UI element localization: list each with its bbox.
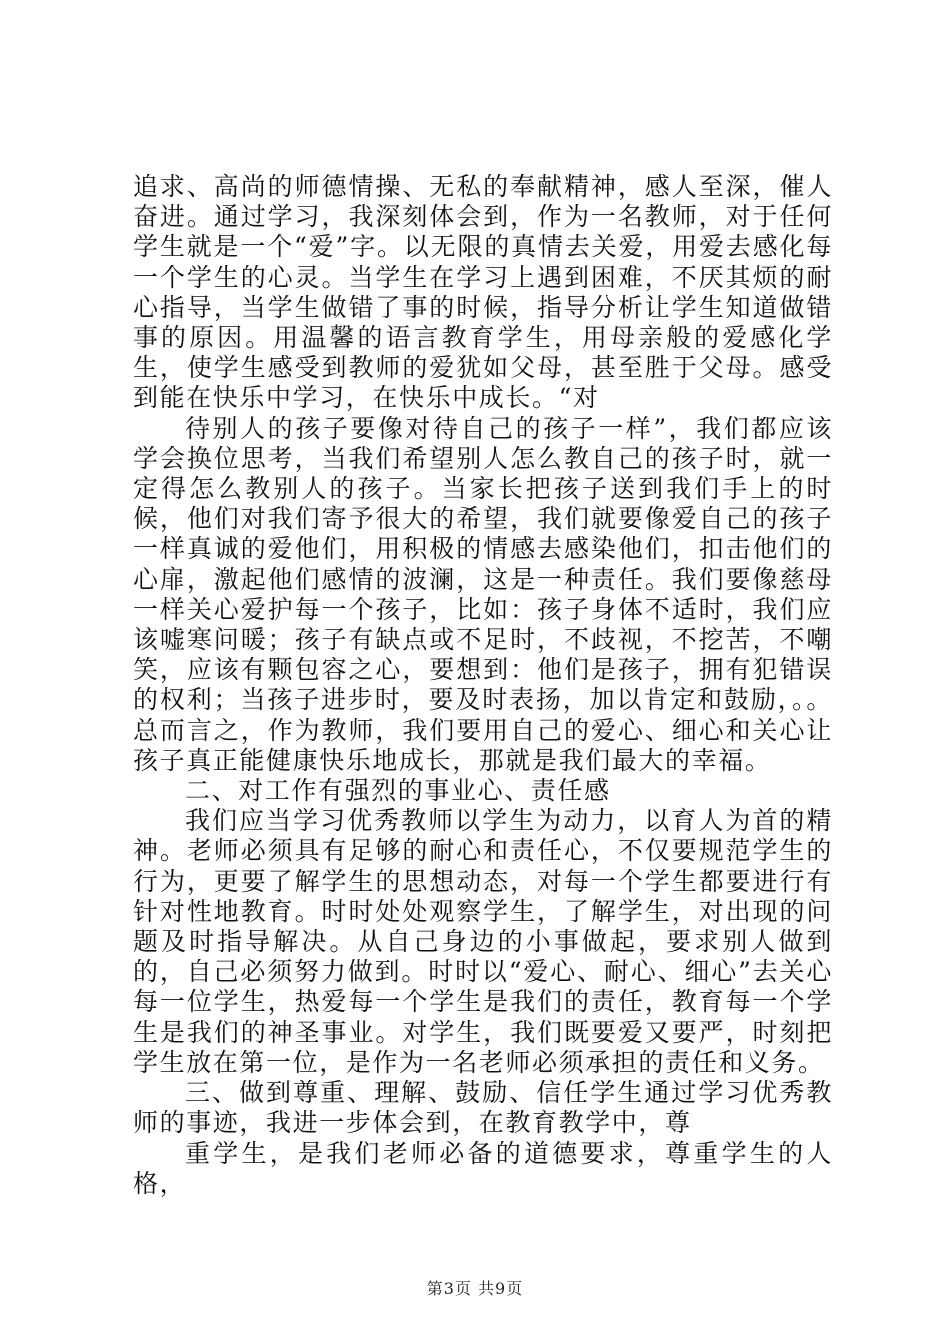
- paragraph-5: 三、做到尊重、理解、鼓励、信任学生通过学习优秀教师的事迹，我进一步体会到，在教育教学中，尊: [133, 1078, 833, 1138]
- section-heading-2: 二、对工作有强烈的事业心、责任感: [185, 776, 611, 806]
- document-body: [133, 172, 833, 1199]
- paragraph-2: 待别人的孩子要像对待自己的孩子一样”，我们都应该学会换位思考，当我们希望别人怎么教自己的孩子时，就一定得怎么教别人的孩子。当家长把孩子送到我们手上的时候，他们对我们寄予很大的希望，我们就要像爱自己的孩子一样真诚的爱他们，用积极的情感去感染他们，扣击他们的心扉，激起他们感情的波澜，这是一种责任。我们要像慈母一样关心爱护每一个孩子，比如：孩子身体不适时，我们应该嘘寒问暖；孩子有缺点或不足时，不歧视，不挖苦，不嘲笑，应该有颗包容之心，要想到：他们是孩子，拥有犯错误的权利；当孩子进步时，要及时表扬，加以肯定和鼓励，。。总而言之，作为教师，我们要用自己的爱心、细心和关心让孩子真正能健康快乐地成长，那就是我们最大的幸福。: [133, 413, 833, 775]
- page-footer: 第3页 共9页: [426, 1279, 524, 1298]
- paragraph-4: 我们应当学习优秀教师以学生为动力，以育人为首的精神。老师必须具有足够的耐心和责任心，不仅要规范学生的行为，更要了解学生的思想动态，对每一个学生都要进行有针对性地教育。时时处处观察学生，了解学生，对出现的问题及时指导解决。从自己身边的小事做起，要求别人做到的，自己必须努力做到。时时以“爱心、耐心、细心”去关心每一位学生，热爱每一个学生是我们的责任，教育每一个学生是我们的神圣事业。对学生，我们既要爱又要严，时刻把学生放在第一位，是作为一名老师必须承担的责任和义务。: [133, 806, 833, 1077]
- paragraph-1: 追求、高尚的师德情操、无私的奉献精神，感人至深，催人奋进。通过学习，我深刻体会到，作为一名教师，对于任何学生就是一个“爱”字。以无限的真情去关爱，用爱去感化每一个学生的心灵。当学生在学习上遇到困难，不厌其烦的耐心指导，当学生做错了事的时候，指导分析让学生知道做错事的原因。用温馨的语言教育学生，用母亲般的爱感化学生，使学生感受到教师的爱犹如父母，甚至胜于父母。感受到能在快乐中学习，在快乐中成长。“对: [133, 172, 833, 413]
- paragraph-6: 重学生，是我们老师必备的道德要求，尊重学生的人格，: [133, 1138, 833, 1198]
